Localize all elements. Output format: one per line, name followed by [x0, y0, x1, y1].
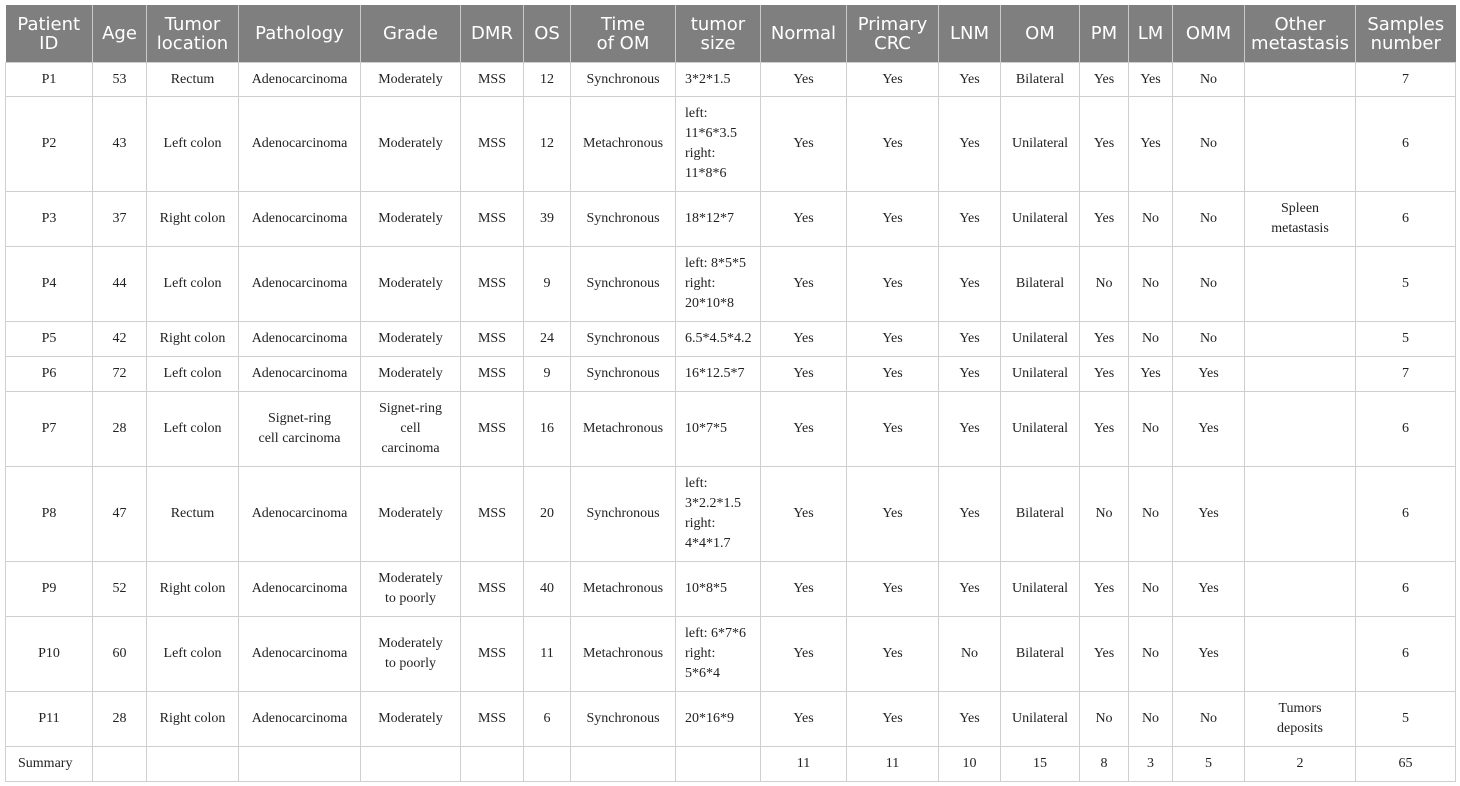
table-cell: left: 11*6*3.5 right: 11*8*6	[676, 97, 761, 192]
table-cell: Yes	[1080, 63, 1129, 97]
table-cell: Synchronous	[571, 467, 676, 562]
table-cell: Moderately to poorly	[361, 617, 461, 692]
table-cell	[1245, 357, 1356, 392]
table-cell: Moderately	[361, 192, 461, 247]
table-cell: No	[1129, 617, 1173, 692]
table-cell: No	[1080, 467, 1129, 562]
table-row	[6, 247, 1456, 322]
table-cell: 15	[1001, 747, 1080, 782]
table-cell: Yes	[1080, 322, 1129, 357]
table-cell: Yes	[1173, 357, 1245, 392]
table-cell: Adenocarcinoma	[239, 467, 361, 562]
table-cell: 12	[524, 97, 571, 192]
table-cell: Yes	[761, 392, 847, 467]
table-cell: 42	[93, 322, 147, 357]
table-cell: Unilateral	[1001, 97, 1080, 192]
table-cell: MSS	[461, 247, 524, 322]
table-cell: 16*12.5*7	[676, 357, 761, 392]
table-cell	[1245, 322, 1356, 357]
table-cell: MSS	[461, 692, 524, 747]
table-cell: Synchronous	[571, 63, 676, 97]
table-cell: left: 8*5*5 right: 20*10*8	[676, 247, 761, 322]
table-cell: Right colon	[147, 692, 239, 747]
table-cell: 6.5*4.5*4.2	[676, 322, 761, 357]
table-cell: Adenocarcinoma	[239, 63, 361, 97]
table-row	[6, 192, 1456, 247]
table-cell: Unilateral	[1001, 357, 1080, 392]
table-cell: P6	[6, 357, 93, 392]
table-cell: Adenocarcinoma	[239, 192, 361, 247]
table-cell	[461, 747, 524, 782]
table-cell: 20*16*9	[676, 692, 761, 747]
header-cell: DMR	[461, 5, 524, 63]
table-cell: Moderately	[361, 692, 461, 747]
table-cell: 6	[1356, 617, 1456, 692]
table-cell: Yes	[847, 617, 939, 692]
table-cell: 65	[1356, 747, 1456, 782]
table-cell: 9	[524, 357, 571, 392]
header-cell: Grade	[361, 5, 461, 63]
table-cell: No	[1173, 97, 1245, 192]
table-cell: Yes	[939, 63, 1001, 97]
table-cell: Yes	[847, 467, 939, 562]
table-cell: P7	[6, 392, 93, 467]
table-cell: No	[1129, 247, 1173, 322]
table-cell: 40	[524, 562, 571, 617]
table-cell: Metachronous	[571, 97, 676, 192]
table-cell: MSS	[461, 392, 524, 467]
table-cell	[1245, 562, 1356, 617]
table-cell: Unilateral	[1001, 692, 1080, 747]
header-cell: tumor size	[676, 5, 761, 63]
table-cell	[1245, 247, 1356, 322]
table-cell: Yes	[939, 97, 1001, 192]
table-cell	[361, 747, 461, 782]
table-row	[6, 97, 1456, 192]
table-cell: Yes	[939, 247, 1001, 322]
table-cell: 60	[93, 617, 147, 692]
table-cell: Metachronous	[571, 562, 676, 617]
table-cell: Adenocarcinoma	[239, 617, 361, 692]
table-row	[6, 392, 1456, 467]
table-cell: Bilateral	[1001, 617, 1080, 692]
table-cell: MSS	[461, 467, 524, 562]
table-cell: Yes	[761, 467, 847, 562]
table-cell: Yes	[847, 392, 939, 467]
table-cell: No	[1173, 322, 1245, 357]
header-cell: Patient ID	[6, 5, 93, 63]
table-cell: No	[1129, 322, 1173, 357]
table-cell: 6	[1356, 467, 1456, 562]
table-cell	[93, 747, 147, 782]
table-cell: 39	[524, 192, 571, 247]
table-cell: No	[1080, 692, 1129, 747]
table-cell: P1	[6, 63, 93, 97]
patient-table	[5, 5, 1456, 782]
table-cell: Synchronous	[571, 247, 676, 322]
table-cell: 10*7*5	[676, 392, 761, 467]
table-row	[6, 467, 1456, 562]
table-cell: Tumors deposits	[1245, 692, 1356, 747]
table-cell: Yes	[1080, 617, 1129, 692]
summary-row	[6, 747, 1456, 782]
table-cell	[1245, 392, 1356, 467]
table-cell: MSS	[461, 97, 524, 192]
header-cell: Primary CRC	[847, 5, 939, 63]
table-cell: Yes	[847, 692, 939, 747]
table-cell: Yes	[847, 63, 939, 97]
table-cell: No	[1129, 692, 1173, 747]
table-row	[6, 562, 1456, 617]
table-cell	[571, 747, 676, 782]
header-cell: Other metastasis	[1245, 5, 1356, 63]
table-cell: No	[1173, 192, 1245, 247]
table-container	[5, 5, 1456, 782]
table-cell: Left colon	[147, 97, 239, 192]
table-cell	[1245, 617, 1356, 692]
table-cell: Yes	[1129, 63, 1173, 97]
table-cell: Yes	[939, 322, 1001, 357]
table-cell: Yes	[847, 192, 939, 247]
table-cell: 5	[1356, 322, 1456, 357]
table-cell: Adenocarcinoma	[239, 562, 361, 617]
table-cell: Rectum	[147, 467, 239, 562]
table-cell: 6	[1356, 192, 1456, 247]
table-cell: Moderately	[361, 357, 461, 392]
table-cell: Moderately	[361, 467, 461, 562]
table-cell: 44	[93, 247, 147, 322]
table-cell: 28	[93, 392, 147, 467]
table-cell: 3	[1129, 747, 1173, 782]
table-cell: Yes	[1080, 357, 1129, 392]
table-cell: No	[1173, 247, 1245, 322]
table-cell: Synchronous	[571, 692, 676, 747]
table-cell: Right colon	[147, 322, 239, 357]
table-cell: Yes	[1173, 562, 1245, 617]
table-cell: 11	[847, 747, 939, 782]
table-row	[6, 692, 1456, 747]
table-cell: 6	[1356, 562, 1456, 617]
table-cell: Bilateral	[1001, 63, 1080, 97]
table-cell	[147, 747, 239, 782]
table-cell: Metachronous	[571, 617, 676, 692]
table-cell: Summary	[6, 747, 93, 782]
table-cell: Bilateral	[1001, 467, 1080, 562]
table-row	[6, 357, 1456, 392]
header-cell: OM	[1001, 5, 1080, 63]
table-cell: Moderately	[361, 247, 461, 322]
table-cell: Yes	[761, 97, 847, 192]
table-cell: Yes	[1173, 617, 1245, 692]
header-cell: LM	[1129, 5, 1173, 63]
table-cell: P8	[6, 467, 93, 562]
table-cell: Yes	[761, 692, 847, 747]
header-cell: Age	[93, 5, 147, 63]
table-cell: Yes	[1173, 467, 1245, 562]
table-cell: P9	[6, 562, 93, 617]
table-body	[6, 63, 1456, 782]
table-row	[6, 63, 1456, 97]
header-cell: OMM	[1173, 5, 1245, 63]
table-cell: Adenocarcinoma	[239, 97, 361, 192]
table-cell: MSS	[461, 192, 524, 247]
table-cell: Yes	[847, 247, 939, 322]
table-cell: P4	[6, 247, 93, 322]
table-cell: Signet-ring cell carcinoma	[361, 392, 461, 467]
table-cell: Signet-ring cell carcinoma	[239, 392, 361, 467]
table-cell: 7	[1356, 357, 1456, 392]
header-row	[6, 5, 1456, 63]
table-cell: Spleen metastasis	[1245, 192, 1356, 247]
table-cell: Right colon	[147, 562, 239, 617]
table-cell: MSS	[461, 357, 524, 392]
table-cell: 52	[93, 562, 147, 617]
table-cell: Bilateral	[1001, 247, 1080, 322]
table-cell: 10	[939, 747, 1001, 782]
table-cell: Yes	[761, 322, 847, 357]
table-cell: Adenocarcinoma	[239, 357, 361, 392]
table-cell: MSS	[461, 617, 524, 692]
table-cell: 7	[1356, 63, 1456, 97]
table-cell: MSS	[461, 322, 524, 357]
table-cell: 72	[93, 357, 147, 392]
table-cell	[1245, 63, 1356, 97]
table-cell: 11	[524, 617, 571, 692]
table-cell: No	[1173, 692, 1245, 747]
table-cell: Yes	[847, 562, 939, 617]
table-cell: Adenocarcinoma	[239, 692, 361, 747]
table-cell: Yes	[1080, 562, 1129, 617]
table-cell: 24	[524, 322, 571, 357]
table-cell: Rectum	[147, 63, 239, 97]
table-cell: Unilateral	[1001, 192, 1080, 247]
table-cell: Yes	[761, 247, 847, 322]
table-cell: Metachronous	[571, 392, 676, 467]
header-cell: Tumor location	[147, 5, 239, 63]
table-cell: Right colon	[147, 192, 239, 247]
table-cell: Moderately to poorly	[361, 562, 461, 617]
table-cell: No	[1129, 467, 1173, 562]
table-cell: No	[1173, 63, 1245, 97]
table-cell: 37	[93, 192, 147, 247]
table-cell: P11	[6, 692, 93, 747]
table-cell: 10*8*5	[676, 562, 761, 617]
table-cell: No	[1129, 392, 1173, 467]
table-cell: Yes	[939, 467, 1001, 562]
table-cell	[239, 747, 361, 782]
header-cell: Pathology	[239, 5, 361, 63]
table-cell: left: 6*7*6 right: 5*6*4	[676, 617, 761, 692]
table-cell: 3*2*1.5	[676, 63, 761, 97]
table-cell: 5	[1173, 747, 1245, 782]
table-cell	[676, 747, 761, 782]
table-cell: Synchronous	[571, 357, 676, 392]
table-cell: No	[939, 617, 1001, 692]
header-cell: Normal	[761, 5, 847, 63]
table-cell: Unilateral	[1001, 392, 1080, 467]
table-cell: Synchronous	[571, 192, 676, 247]
table-cell: 28	[93, 692, 147, 747]
table-cell: Yes	[847, 97, 939, 192]
table-cell: 53	[93, 63, 147, 97]
table-cell: Moderately	[361, 63, 461, 97]
table-cell: 43	[93, 97, 147, 192]
table-cell: Yes	[1080, 192, 1129, 247]
table-cell: 8	[1080, 747, 1129, 782]
table-cell: No	[1080, 247, 1129, 322]
table-cell: 47	[93, 467, 147, 562]
table-cell: 6	[524, 692, 571, 747]
table-cell: P2	[6, 97, 93, 192]
table-cell: 18*12*7	[676, 192, 761, 247]
table-cell: Yes	[939, 357, 1001, 392]
table-cell: Yes	[847, 322, 939, 357]
table-cell: 12	[524, 63, 571, 97]
table-cell: Yes	[939, 692, 1001, 747]
table-cell: P5	[6, 322, 93, 357]
table-cell: Yes	[761, 562, 847, 617]
header-cell: Time of OM	[571, 5, 676, 63]
table-cell: Yes	[1080, 97, 1129, 192]
table-cell: Yes	[847, 357, 939, 392]
table-cell: Synchronous	[571, 322, 676, 357]
table-cell: Yes	[1129, 97, 1173, 192]
table-cell	[524, 747, 571, 782]
table-cell	[1245, 467, 1356, 562]
table-cell	[1245, 97, 1356, 192]
table-cell: Left colon	[147, 357, 239, 392]
table-cell: Moderately	[361, 322, 461, 357]
table-cell: Yes	[1129, 357, 1173, 392]
table-cell: Yes	[761, 63, 847, 97]
table-cell: MSS	[461, 562, 524, 617]
table-cell: MSS	[461, 63, 524, 97]
table-cell: Unilateral	[1001, 322, 1080, 357]
header-cell: PM	[1080, 5, 1129, 63]
table-cell: 5	[1356, 247, 1456, 322]
table-row	[6, 617, 1456, 692]
table-cell: Unilateral	[1001, 562, 1080, 617]
table-cell: Yes	[761, 357, 847, 392]
table-cell: Yes	[761, 617, 847, 692]
table-cell: P3	[6, 192, 93, 247]
table-cell: 11	[761, 747, 847, 782]
table-cell: No	[1129, 562, 1173, 617]
table-cell: Left colon	[147, 247, 239, 322]
header-cell: OS	[524, 5, 571, 63]
table-cell: Yes	[1173, 392, 1245, 467]
table-cell: Yes	[939, 192, 1001, 247]
header-cell: Samples number	[1356, 5, 1456, 63]
table-cell: 16	[524, 392, 571, 467]
table-cell: Yes	[939, 392, 1001, 467]
table-cell: Left colon	[147, 392, 239, 467]
table-cell: Adenocarcinoma	[239, 247, 361, 322]
table-cell: 6	[1356, 392, 1456, 467]
table-cell: Yes	[939, 562, 1001, 617]
table-cell: 2	[1245, 747, 1356, 782]
table-cell: P10	[6, 617, 93, 692]
table-cell: Yes	[1080, 392, 1129, 467]
table-cell: Left colon	[147, 617, 239, 692]
table-cell: 6	[1356, 97, 1456, 192]
table-cell: left: 3*2.2*1.5 right: 4*4*1.7	[676, 467, 761, 562]
table-cell: 5	[1356, 692, 1456, 747]
table-cell: 20	[524, 467, 571, 562]
table-cell: No	[1129, 192, 1173, 247]
table-cell: Yes	[761, 192, 847, 247]
table-cell: Moderately	[361, 97, 461, 192]
table-row	[6, 322, 1456, 357]
header-cell: LNM	[939, 5, 1001, 63]
table-cell: Adenocarcinoma	[239, 322, 361, 357]
table-cell: 9	[524, 247, 571, 322]
